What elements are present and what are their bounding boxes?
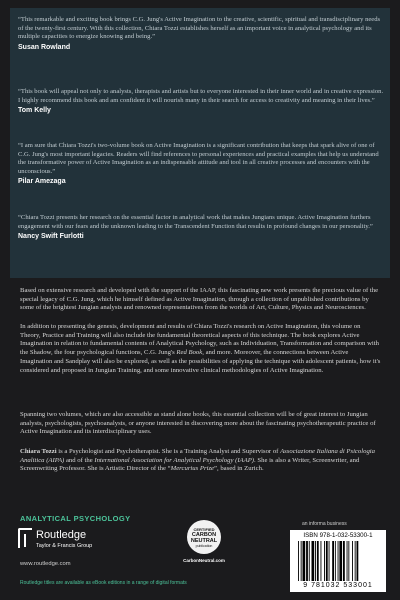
endorsement-quote [18,16,384,51]
carbon-neutral-badge [179,520,229,575]
publisher-website: www.routledge.com [20,561,71,567]
isbn-barcode [290,530,386,592]
quote-author: Nancy Swift Furlotti [18,233,84,241]
publisher-name: Routledge [36,529,87,541]
quote-author: Pilar Amezaga [18,178,66,186]
book-title: Red Book [176,349,203,357]
endorsement-quote [18,214,384,240]
barcode-icon [298,541,378,581]
ebook-note: Routledge titles are available as eBook editions in a range of digital formats [20,580,187,586]
paragraph-text: Spanning two volumes, which are also accessible as stand alone books, this essential collection will be of great interest to Jungian analysts, psychologists, psychoanalysts, or anyone interested in discovering more about the fascinating psychotherapeutic practice of Active Imagination and its interdisciplinary uses. [20,411,376,436]
endorsement-quote [18,88,384,114]
author-bio [20,448,382,474]
publisher-logo [18,528,128,558]
description-paragraph [20,323,382,375]
routledge-logo-icon [18,528,32,548]
paragraph-text: In addition to presenting the genesis, development and results of Chiara Tozzi's research on Active Imagination, this volume on Theory, Practice and Training will also include the fundamental theoretical aspects of this technique. The book explores Active Imagination in relation to fundamental contents of Analytical Psychology, such as Individuation, Transformation and comparison with the Shadow, the four psychological functions, C.G. Jung's Red Book, and more. Moreover, the connections between Active Imagination and Sandplay will also be explored, as well as the possibilities of applying the technique with adolescent patients, how it's considered and proposed in Jungian Training, and some innovative clinical methodologies of Active Imagination. [20,323,381,374]
quote-text: “This book will appeal not only to analysts, therapists and artists but to everyone interested in their inner world and in creative expression. I highly recommend this book and am confident it will nourish many in their search for access to creativity and meaning in their lives.” [18,88,384,104]
endorsement-quote [18,142,384,185]
quote-text: “I am sure that Chiara Tozzi's two-volume book on Active Imagination is a significant contribution that keeps that spark alive of one of C.G. Jung's most important legacies. Readers will find references to personal experiences and practical examples that help us understand the transformative power of Active Imagination as an indispensable attitude and tool in all creative processes and encounters with the unconscious.” [18,142,379,175]
carbon-neutral-icon: CERTIFIED CARBON NEUTRAL publication [187,520,221,554]
paragraph-text: Based on extensive research and developed with the support of the IAAP, this fascinating new work presents the precious value of the special legacy of C.G. Jung, which he himself defined as Active Imagination, through a collection of unpublished contributions by some of the brightest Jungian analysts and renowned representatives from the worlds of Art, Culture, Physics and Neurosciences. [20,287,379,312]
publisher-group: Taylor & Francis Group [36,543,93,549]
description-paragraph [20,411,382,437]
isbn-digits: 9 781032 533001 [303,582,373,589]
endorsements-panel [10,8,390,278]
informa-label: an informa business [302,521,347,527]
author-name: Chiara Tozzi [20,448,57,455]
isbn-label: ISBN 978-1-032-53300-1 [303,532,373,539]
quote-author: Susan Rowland [18,43,71,51]
quote-author: Tom Kelly [18,107,51,115]
badge-url: CarbonNeutral.com [183,558,225,563]
quote-text: “Chiara Tozzi presents her research on the essential factor in analytical work that makes Jungians unique. Active Imagination furthers engagement with our fears and the unknown leading to the Transcendent Function that results in profound changes in our personality.” [18,214,373,230]
bio-text: Chiara Tozzi is a Psychologist and Psychotherapist. She is a Training Analyst and Supervisor of Associazione Italiana di Psicologia Analitica (AIPA) and of the International Association for Analytical Psychology (IAAP). She is also a Writer, Screenwriter, and Screenwriting Professor. She is Artistic Director of the “Mercurius Prize”, based in Zurich. [20,448,375,473]
subject-category: ANALYTICAL PSYCHOLOGY [20,514,131,523]
description-paragraph [20,287,382,313]
quote-text: “This remarkable and exciting book brings C.G. Jung's Active Imagination to the creative, scientific, spiritual and transdisciplinary needs of the twenty-first century. With this collection, Chiara Tozzi establishes herself as an important voice in analytical psychology and its multiple capacities to energize knowing and being.” [18,16,381,41]
